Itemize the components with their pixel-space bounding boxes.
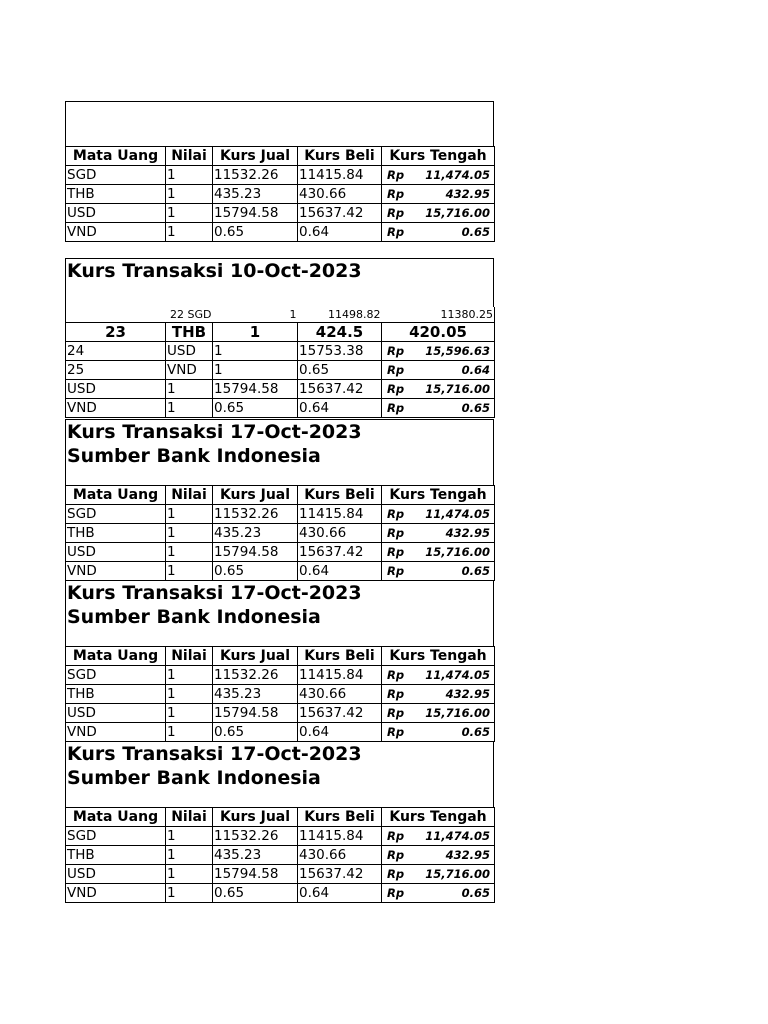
- cell-beli: 430.66: [298, 846, 382, 865]
- cell-cur: VND: [66, 884, 166, 903]
- cell-beli: 15637.42: [298, 543, 382, 562]
- column-header: Kurs Tengah: [382, 486, 495, 505]
- column-header: Kurs Jual: [213, 147, 298, 166]
- rate-table-1: [65, 146, 495, 242]
- tengah-value: 15,716.00: [425, 206, 490, 220]
- cell: 1: [213, 323, 298, 342]
- rp-label: Rp: [387, 668, 405, 682]
- cell-jual: 11532.26: [213, 166, 298, 185]
- cell-kurs-tengah: [382, 543, 495, 562]
- cell: THB: [166, 323, 213, 342]
- tengah-value: 11,474.05: [425, 829, 490, 843]
- column-header: Kurs Jual: [213, 647, 298, 666]
- rp-label: Rp: [387, 344, 405, 358]
- cell-kurs-tengah: [382, 361, 495, 380]
- table-row: [66, 342, 495, 361]
- cell-cur: THB: [66, 185, 166, 204]
- tengah-value: 11,474.05: [425, 668, 490, 682]
- cell-kurs-tengah: [382, 342, 495, 361]
- column-header: Kurs Beli: [298, 808, 382, 827]
- column-header: Mata Uang: [66, 647, 166, 666]
- cell-cur: THB: [66, 524, 166, 543]
- tengah-value: 15,716.00: [425, 382, 491, 396]
- column-header: Kurs Tengah: [382, 647, 495, 666]
- cell-nilai: 1: [166, 185, 213, 204]
- cell-beli: 0.64: [298, 223, 382, 242]
- tengah-value: 11,474.05: [425, 168, 490, 182]
- table-row: [66, 361, 495, 380]
- rp-label: Rp: [387, 848, 405, 862]
- cell-nilai: 1: [166, 505, 213, 524]
- cell-jual: 0.65: [213, 399, 298, 418]
- block-title-area: [65, 419, 494, 485]
- block-subtitle: Sumber Bank Indonesia: [67, 767, 321, 789]
- cell-kurs-tengah: [382, 223, 495, 242]
- column-header: Mata Uang: [66, 808, 166, 827]
- block-title: Kurs Transaksi 17-Oct-2023: [67, 582, 362, 604]
- rp-label: Rp: [387, 867, 405, 881]
- cell-jual: 11532.26: [213, 827, 298, 846]
- cell-kurs-tengah: [382, 562, 495, 581]
- column-header: Nilai: [166, 147, 213, 166]
- cell-kurs-tengah: [382, 827, 495, 846]
- column-header: Mata Uang: [66, 147, 166, 166]
- cell-nilai: 1: [166, 827, 213, 846]
- cell-beli: 430.66: [298, 185, 382, 204]
- cell-kurs-tengah: [382, 505, 495, 524]
- cell-cur: SGD: [66, 666, 166, 685]
- cell-nilai: 1: [166, 723, 213, 742]
- table-row: [66, 685, 495, 704]
- cell-nilai: 1: [166, 685, 213, 704]
- tengah-value: 11,474.05: [425, 507, 490, 521]
- cell-cur: USD: [66, 204, 166, 223]
- cell-nilai: 1: [166, 562, 213, 581]
- cell-jual: 435.23: [213, 685, 298, 704]
- big-row: [66, 323, 495, 342]
- block-title: Kurs Transaksi 17-Oct-2023: [67, 421, 362, 443]
- table-row: [66, 865, 495, 884]
- cell-kurs-tengah: [382, 704, 495, 723]
- table-row: [66, 884, 495, 903]
- table-row: [66, 185, 495, 204]
- column-header: Kurs Jual: [213, 808, 298, 827]
- cell-beli: 15637.42: [298, 704, 382, 723]
- tengah-value: 15,716.00: [425, 867, 490, 881]
- block-subtitle: Sumber Bank Indonesia: [67, 445, 321, 467]
- cell-kurs-tengah: [382, 884, 495, 903]
- table-row: [66, 524, 495, 543]
- rate-table-2: [65, 307, 495, 418]
- cell-jual: 435.23: [213, 185, 298, 204]
- column-header: Nilai: [166, 647, 213, 666]
- cell-beli: 15753.38: [298, 342, 382, 361]
- cell-cur: 25: [66, 361, 166, 380]
- rp-label: Rp: [387, 206, 405, 220]
- table-row: [66, 223, 495, 242]
- empty-title-area: [65, 101, 494, 146]
- cell: 11380.25: [382, 307, 495, 323]
- cell-nilai: 1: [166, 543, 213, 562]
- cell: 1: [289, 308, 297, 321]
- column-header: Mata Uang: [66, 486, 166, 505]
- cell-beli: 0.64: [298, 884, 382, 903]
- table-row: [66, 505, 495, 524]
- cell-cur: THB: [66, 685, 166, 704]
- rate-block-3: [65, 419, 494, 581]
- rate-table: [65, 646, 495, 742]
- table-row: [66, 723, 495, 742]
- tengah-value: 432.95: [445, 848, 490, 862]
- cell-cur: THB: [66, 846, 166, 865]
- rate-table: [65, 485, 495, 581]
- cell-kurs-tengah: [382, 399, 495, 418]
- tengah-value: 0.64: [461, 363, 491, 377]
- table-row: [66, 562, 495, 581]
- cell-kurs-tengah: [382, 524, 495, 543]
- cell-beli: 11415.84: [298, 827, 382, 846]
- cell-jual: 15794.58: [213, 204, 298, 223]
- table-row: [66, 846, 495, 865]
- cell-jual: 1: [213, 361, 298, 380]
- cell-beli: 11415.84: [298, 666, 382, 685]
- cell-nilai: 1: [166, 846, 213, 865]
- tengah-value: 0.65: [461, 725, 490, 739]
- cell-jual: 15794.58: [213, 704, 298, 723]
- cell-jual: 15794.58: [213, 380, 298, 399]
- table-header-row: [66, 647, 495, 666]
- block-title: Kurs Transaksi 10-Oct-2023: [67, 260, 362, 282]
- table-row: [66, 704, 495, 723]
- table-row: [66, 204, 495, 223]
- cell-kurs-tengah: [382, 166, 495, 185]
- tengah-value: 432.95: [445, 187, 490, 201]
- rp-label: Rp: [387, 382, 405, 396]
- rate-block-2: [65, 258, 494, 418]
- tengah-value: 0.65: [461, 225, 490, 239]
- tengah-value: 432.95: [445, 526, 490, 540]
- tengah-value: 15,716.00: [425, 545, 490, 559]
- cell-jual: 0.65: [213, 562, 298, 581]
- cell-nilai: 1: [166, 380, 213, 399]
- table-row: [66, 166, 495, 185]
- cell-jual: 0.65: [213, 223, 298, 242]
- cell-beli: 11415.84: [298, 166, 382, 185]
- rate-block-4: [65, 580, 494, 742]
- cell: 22 SGD: [66, 307, 213, 323]
- block-title-area: [65, 741, 494, 807]
- rp-label: Rp: [387, 401, 405, 415]
- cell-jual: 11532.26: [213, 666, 298, 685]
- block-title-area: [65, 580, 494, 646]
- cell: 424.5: [298, 323, 382, 342]
- cell-nilai: 1: [166, 704, 213, 723]
- cell-nilai: 1: [166, 865, 213, 884]
- cell-kurs-tengah: [382, 723, 495, 742]
- rp-label: Rp: [387, 507, 405, 521]
- block-subtitle: Sumber Bank Indonesia: [67, 606, 321, 628]
- cell-beli: 0.64: [298, 723, 382, 742]
- cell-cur: VND: [66, 723, 166, 742]
- cell-cur: SGD: [66, 505, 166, 524]
- column-header: Kurs Tengah: [382, 147, 495, 166]
- cell-cur: USD: [66, 380, 166, 399]
- cell-cur: USD: [66, 865, 166, 884]
- rp-label: Rp: [387, 545, 405, 559]
- table-row: [66, 666, 495, 685]
- table-header-row: [66, 486, 495, 505]
- table-row: [66, 827, 495, 846]
- table-header-row: [66, 147, 495, 166]
- column-header: Kurs Beli: [298, 486, 382, 505]
- cell-kurs-tengah: [382, 185, 495, 204]
- table-row: [66, 380, 495, 399]
- cell-kurs-tengah: [382, 380, 495, 399]
- rp-label: Rp: [387, 706, 405, 720]
- column-header: Kurs Beli: [298, 147, 382, 166]
- column-header: Nilai: [166, 808, 213, 827]
- cell-nilai: 1: [166, 884, 213, 903]
- cell: 420.05: [382, 323, 495, 342]
- column-header: Kurs Beli: [298, 647, 382, 666]
- cell-nilai: USD: [166, 342, 213, 361]
- cell-jual: 0.65: [213, 884, 298, 903]
- tengah-value: 0.65: [461, 401, 491, 415]
- rate-block-1: [65, 101, 494, 242]
- column-header: Nilai: [166, 486, 213, 505]
- cell-kurs-tengah: [382, 666, 495, 685]
- cell-nilai: 1: [166, 524, 213, 543]
- cell-beli: 15637.42: [298, 204, 382, 223]
- cell-cur: VND: [66, 223, 166, 242]
- rp-label: Rp: [387, 526, 405, 540]
- cell-nilai: 1: [166, 204, 213, 223]
- column-header: Kurs Jual: [213, 486, 298, 505]
- cell-jual: 1: [213, 342, 298, 361]
- cell: 23: [66, 323, 166, 342]
- cell-kurs-tengah: [382, 685, 495, 704]
- cell-beli: 15637.42: [298, 865, 382, 884]
- cell-cur: SGD: [66, 166, 166, 185]
- table-row: [66, 399, 495, 418]
- cell-kurs-tengah: [382, 865, 495, 884]
- rate-block-5: [65, 741, 494, 903]
- tengah-value: 15,716.00: [425, 706, 490, 720]
- cell-jual: 0.65: [213, 723, 298, 742]
- cell-beli: 15637.42: [298, 380, 382, 399]
- table-header-row: [66, 808, 495, 827]
- cell: 11498.82: [328, 308, 381, 321]
- cell-beli: 0.64: [298, 399, 382, 418]
- rp-label: Rp: [387, 687, 405, 701]
- cell-beli: 0.64: [298, 562, 382, 581]
- cell-kurs-tengah: [382, 204, 495, 223]
- cell-nilai: VND: [166, 361, 213, 380]
- cell-beli: 11415.84: [298, 505, 382, 524]
- cell-nilai: 1: [166, 166, 213, 185]
- table-row: [66, 543, 495, 562]
- tengah-value: 0.65: [461, 886, 490, 900]
- cell-beli: 430.66: [298, 524, 382, 543]
- cell-cur: 24: [66, 342, 166, 361]
- rp-label: Rp: [387, 829, 405, 843]
- small-row: [66, 307, 495, 323]
- cell-beli: 0.65: [298, 361, 382, 380]
- cell-jual: 435.23: [213, 524, 298, 543]
- rp-label: Rp: [387, 168, 405, 182]
- rp-label: Rp: [387, 225, 405, 239]
- cell-kurs-tengah: [382, 846, 495, 865]
- cell-jual: 15794.58: [213, 543, 298, 562]
- rp-label: Rp: [387, 725, 405, 739]
- tengah-value: 432.95: [445, 687, 490, 701]
- rp-label: Rp: [387, 886, 405, 900]
- rate-table: [65, 807, 495, 903]
- cell-nilai: 1: [166, 666, 213, 685]
- cell-cur: USD: [66, 543, 166, 562]
- cell-cur: VND: [66, 399, 166, 418]
- cell-jual: 11532.26: [213, 505, 298, 524]
- tengah-value: 15,596.63: [425, 344, 491, 358]
- cell-cur: SGD: [66, 827, 166, 846]
- cell-jual: 15794.58: [213, 865, 298, 884]
- rp-label: Rp: [387, 363, 405, 377]
- rp-label: Rp: [387, 564, 405, 578]
- block-title: Kurs Transaksi 17-Oct-2023: [67, 743, 362, 765]
- tengah-value: 0.65: [461, 564, 490, 578]
- cell-cur: USD: [66, 704, 166, 723]
- cell-beli: 430.66: [298, 685, 382, 704]
- cell-nilai: 1: [166, 223, 213, 242]
- block-title-area: [65, 258, 494, 307]
- cell-jual: 435.23: [213, 846, 298, 865]
- column-header: Kurs Tengah: [382, 808, 495, 827]
- rp-label: Rp: [387, 187, 405, 201]
- cell-cur: VND: [66, 562, 166, 581]
- cell-nilai: 1: [166, 399, 213, 418]
